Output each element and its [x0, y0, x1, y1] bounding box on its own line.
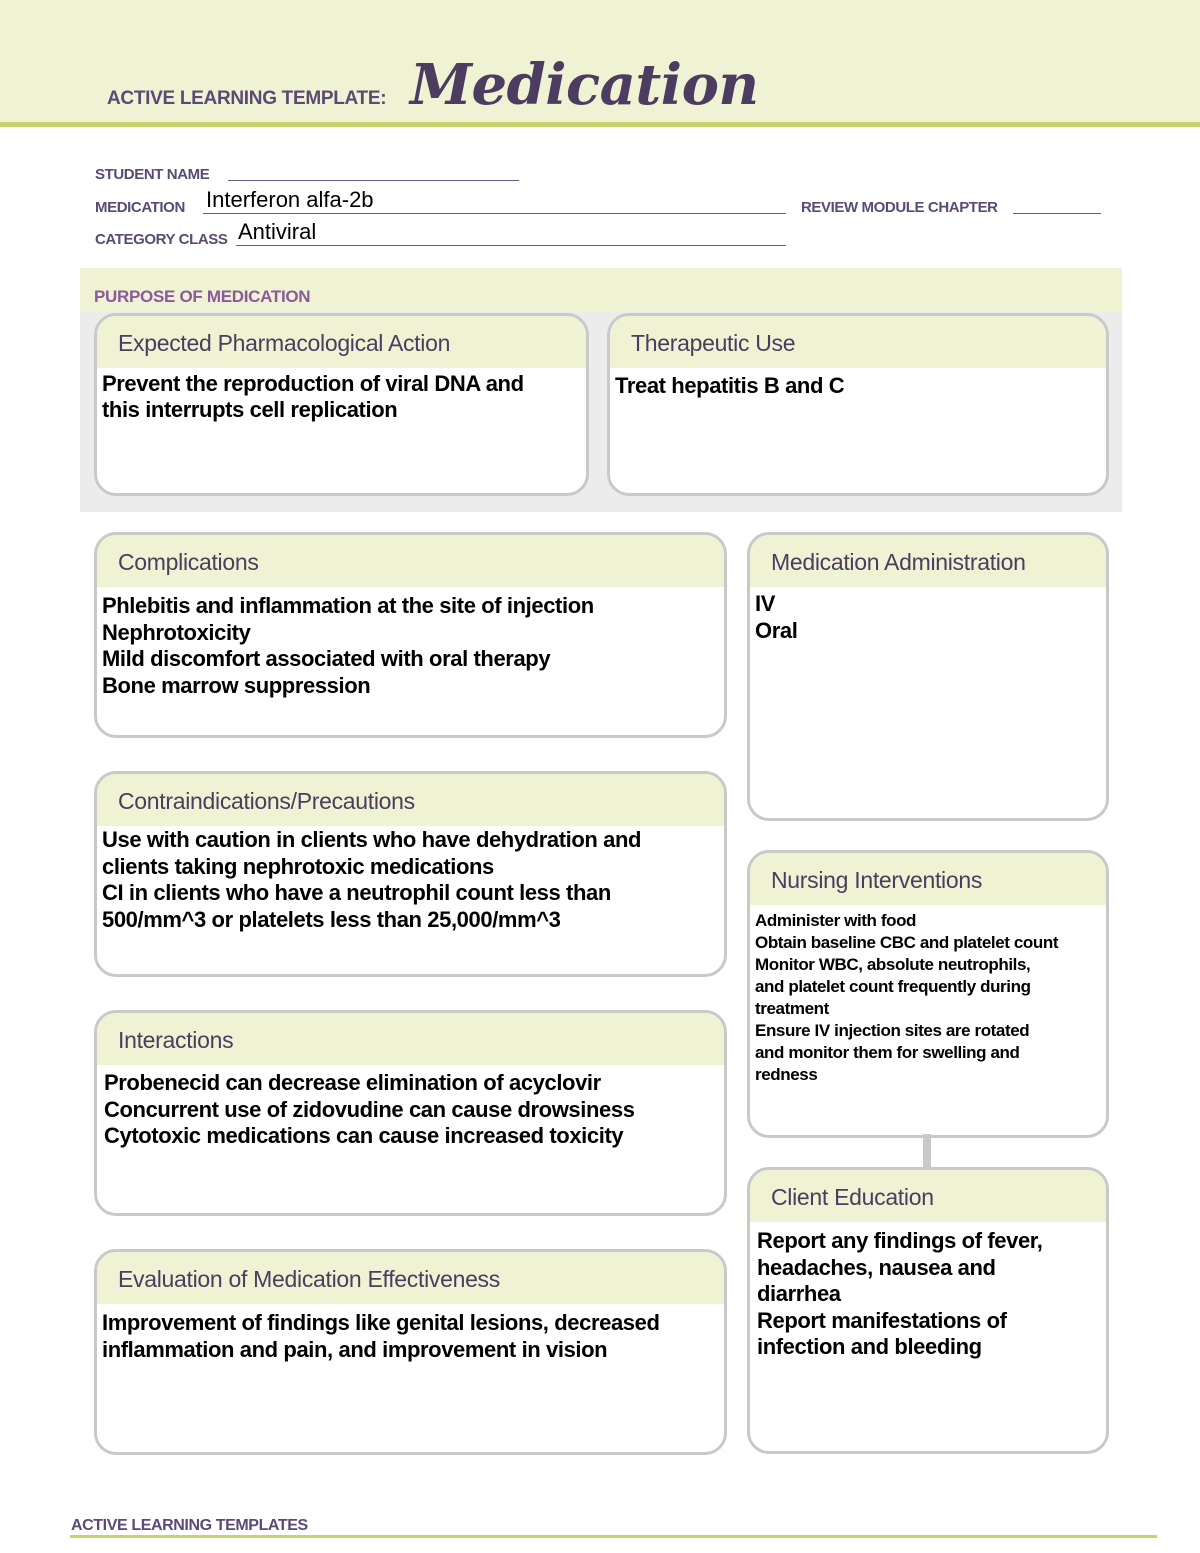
medication-line: [203, 213, 786, 214]
student-name-line: [228, 180, 519, 181]
evaluation-heading: Evaluation of Medication Effectiveness: [97, 1252, 724, 1304]
category-class-line: [236, 245, 786, 246]
text-line: Use with caution in clients who have dehydration and: [102, 827, 642, 852]
medication-label: MEDICATION: [95, 199, 185, 216]
expected-action-heading: Expected Pharmacological Action: [97, 316, 586, 368]
text-line: Mild discomfort associated with oral therapy: [102, 646, 551, 671]
text-line: Monitor WBC, absolute neutrophils,: [755, 955, 1031, 974]
footer-rule: [70, 1535, 1157, 1538]
review-module-label: REVIEW MODULE CHAPTER: [801, 199, 998, 216]
therapeutic-use-text[interactable]: [610, 368, 1106, 399]
client-education-box: [747, 1167, 1109, 1454]
text-line: IV: [755, 591, 775, 616]
text-line: infection and bleeding: [757, 1334, 982, 1359]
interactions-heading: Interactions: [97, 1013, 724, 1065]
evaluation-box: [94, 1249, 727, 1455]
interactions-text[interactable]: [97, 1065, 724, 1150]
text-line: treatment: [755, 999, 829, 1018]
text-line: Ensure IV injection sites are rotated: [755, 1021, 1030, 1040]
administration-box: [747, 532, 1109, 821]
text-line: Nephrotoxicity: [102, 619, 251, 645]
medication-field[interactable]: Interferon alfa-2b: [206, 187, 374, 212]
text-line: and monitor them for swelling and: [755, 1043, 1020, 1062]
text-line: Bone marrow suppression: [102, 672, 371, 698]
text-line: Report any findings of fever,: [757, 1228, 1043, 1253]
administration-text[interactable]: [750, 587, 1106, 644]
text-line: Improvement of findings like genital lesions, decreased: [102, 1310, 660, 1335]
expected-action-text[interactable]: [97, 368, 586, 423]
complications-heading: Complications: [97, 535, 724, 587]
text-line: Probenecid can decrease elimination of acyclovir: [104, 1070, 601, 1095]
text-line: redness: [755, 1065, 818, 1084]
text-line: diarrhea: [757, 1281, 841, 1306]
text-line: Administer with food: [755, 911, 917, 930]
administration-heading: Medication Administration: [750, 535, 1106, 587]
text-line: this interrupts cell replication: [102, 397, 398, 422]
text-line: Oral: [755, 617, 798, 643]
contraindications-box: [94, 771, 727, 977]
category-class-field[interactable]: Antiviral: [238, 219, 317, 244]
complications-box: [94, 532, 727, 738]
category-class-label: CATEGORY CLASS: [95, 231, 228, 248]
evaluation-text[interactable]: [97, 1304, 724, 1363]
text-line: CI in clients who have a neutrophil count less than: [102, 880, 611, 905]
client-education-heading: Client Education: [750, 1170, 1106, 1222]
text-line: Prevent the reproduction of viral DNA and: [102, 371, 524, 396]
text-line: 500/mm^3 or platelets less than 25,000/mm^3: [102, 906, 561, 932]
text-line: Concurrent use of zidovudine can cause drowsiness: [104, 1096, 635, 1122]
nursing-interventions-heading: Nursing Interventions: [750, 853, 1106, 905]
contraindications-heading: Contraindications/Precautions: [97, 774, 724, 826]
therapeutic-use-box: [607, 313, 1109, 496]
text-line: and platelet count frequently during: [755, 977, 1031, 996]
nursing-interventions-text[interactable]: [750, 905, 1106, 1086]
complications-text[interactable]: [97, 587, 724, 699]
text-line: Obtain baseline CBC and platelet count: [755, 933, 1059, 952]
review-module-line: [1013, 213, 1101, 214]
text-line: headaches, nausea and: [757, 1254, 996, 1280]
text-line: Report manifestations of: [757, 1307, 1007, 1333]
text-line: Phlebitis and inflammation at the site of injection: [102, 593, 594, 618]
purpose-title: PURPOSE OF MEDICATION: [94, 287, 311, 306]
page-title: Medication: [410, 52, 759, 118]
header-rule: [0, 122, 1200, 127]
text-line: inflammation and pain, and improvement in vision: [102, 1336, 608, 1362]
connector: [923, 1134, 931, 1168]
therapeutic-use-heading: Therapeutic Use: [610, 316, 1106, 368]
client-education-text[interactable]: [750, 1222, 1106, 1361]
contraindications-text[interactable]: [97, 826, 724, 933]
student-name-label: STUDENT NAME: [95, 166, 210, 183]
footer-text: ACTIVE LEARNING TEMPLATES: [71, 1517, 308, 1534]
expected-action-box: [94, 313, 589, 496]
template-label: ACTIVE LEARNING TEMPLATE:: [107, 88, 387, 109]
text-line: Treat hepatitis B and C: [615, 373, 845, 398]
text-line: clients taking nephrotoxic medications: [102, 853, 494, 879]
interactions-box: [94, 1010, 727, 1216]
nursing-interventions-box: [747, 850, 1109, 1138]
text-line: Cytotoxic medications can cause increased toxicity: [104, 1123, 624, 1148]
